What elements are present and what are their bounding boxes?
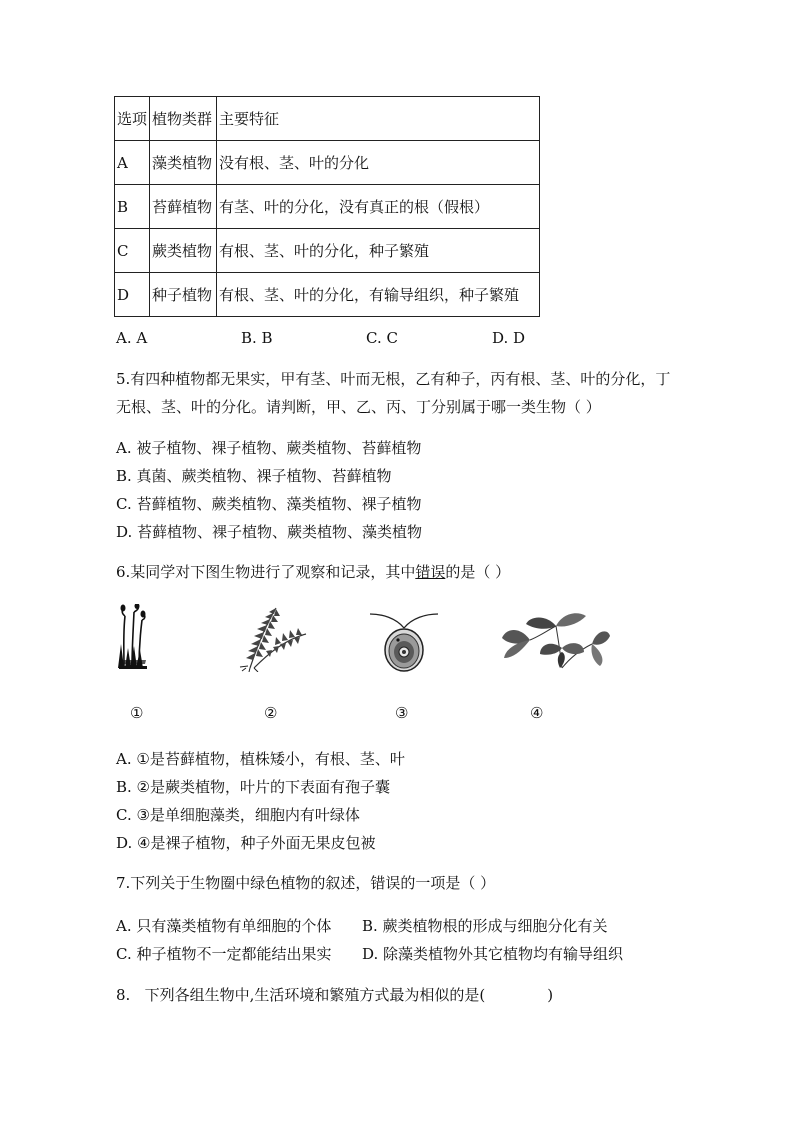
- q5-option-d: D. 苔藓植物、裸子植物、蕨类植物、藻类植物: [116, 523, 423, 541]
- table-cell: D: [115, 273, 150, 317]
- q7-option-d: D. 除藻类植物外其它植物均有输导组织: [362, 945, 624, 963]
- q6-option-d: D. ④是裸子植物，种子外面无果皮包被: [116, 834, 376, 852]
- table-cell: 藻类植物: [150, 141, 217, 185]
- table-header-cell: 植物类群: [150, 97, 217, 141]
- q7-option-b: B. 蕨类植物根的形成与细胞分化有关: [362, 917, 608, 935]
- moss-figure: [112, 604, 152, 670]
- table-header-cell: 主要特征: [217, 97, 540, 141]
- q7-option-a: A. 只有藻类植物有单细胞的个体: [116, 917, 332, 935]
- table-cell: 苔藓植物: [150, 185, 217, 229]
- table-cell: B: [115, 185, 150, 229]
- table-cell: 种子植物: [150, 273, 217, 317]
- chlamydomonas-figure: [368, 612, 440, 672]
- q4-options: [116, 329, 576, 349]
- fern-figure: [238, 604, 312, 672]
- q5-option-a: A. 被子植物、裸子植物、蕨类植物、苔藓植物: [116, 439, 422, 457]
- q8-stem: 8. 下列各组生物中,生活环境和繁殖方式最为相似的是( ): [116, 986, 554, 1004]
- ginkgo-figure: [500, 610, 612, 672]
- table-row: [115, 229, 540, 273]
- table-cell: C: [115, 229, 150, 273]
- q4-table: [114, 96, 540, 317]
- table-cell: 有根、茎、叶的分化，有输导组织，种子繁殖: [217, 273, 540, 317]
- table-row: [115, 97, 540, 141]
- q6-option-c: C. ③是单细胞藻类，细胞内有叶绿体: [116, 806, 360, 824]
- q6-stem: [116, 557, 716, 587]
- q5-stem-line1: 5.有四种植物都无果实，甲有茎、叶而无根，乙有种子，丙有根、茎、叶的分化，丁: [116, 370, 671, 388]
- q6-option-b: B. ②是蕨类植物，叶片的下表面有孢子囊: [116, 778, 391, 796]
- figure-label-3: ③: [395, 704, 409, 722]
- q4-option-c: C. C: [366, 329, 398, 347]
- q6-stem-before: 6.某同学对下图生物进行了观察和记录，其中: [116, 563, 416, 581]
- table-cell: 蕨类植物: [150, 229, 217, 273]
- table-cell: 有茎、叶的分化，没有真正的根（假根）: [217, 185, 540, 229]
- q4-option-d: D. D: [492, 329, 526, 347]
- q7-stem: 7.下列关于生物圈中绿色植物的叙述，错误的一项是（ ）: [116, 874, 496, 892]
- q5-stem-line2: 无根、茎、叶的分化。请判断，甲、乙、丙、丁分别属于哪一类生物（ ）: [116, 398, 601, 416]
- table-row: [115, 185, 540, 229]
- q7-option-c: C. 种子植物不一定都能结出果实: [116, 945, 332, 963]
- figure-label-1: ①: [130, 704, 144, 722]
- q6-stem-underlined: 错误: [415, 563, 446, 581]
- table-header-cell: 选项: [115, 97, 150, 141]
- table-cell: 有根、茎、叶的分化，种子繁殖: [217, 229, 540, 273]
- q5-option-c: C. 苔藓植物、蕨类植物、藻类植物、裸子植物: [116, 495, 422, 513]
- q5-option-b: B. 真菌、蕨类植物、裸子植物、苔藓植物: [116, 467, 392, 485]
- table-row: [115, 273, 540, 317]
- table-cell: A: [115, 141, 150, 185]
- figure-label-2: ②: [264, 704, 278, 722]
- q4-option-b: B. B: [241, 329, 273, 347]
- figure-label-4: ④: [530, 704, 544, 722]
- q4-option-a: A. A: [116, 329, 148, 347]
- table-row: [115, 141, 540, 185]
- q6-stem-after: 的是（ ）: [445, 563, 511, 581]
- table-cell: 没有根、茎、叶的分化: [217, 141, 540, 185]
- q6-option-a: A. ①是苔藓植物，植株矮小，有根、茎、叶: [116, 750, 405, 768]
